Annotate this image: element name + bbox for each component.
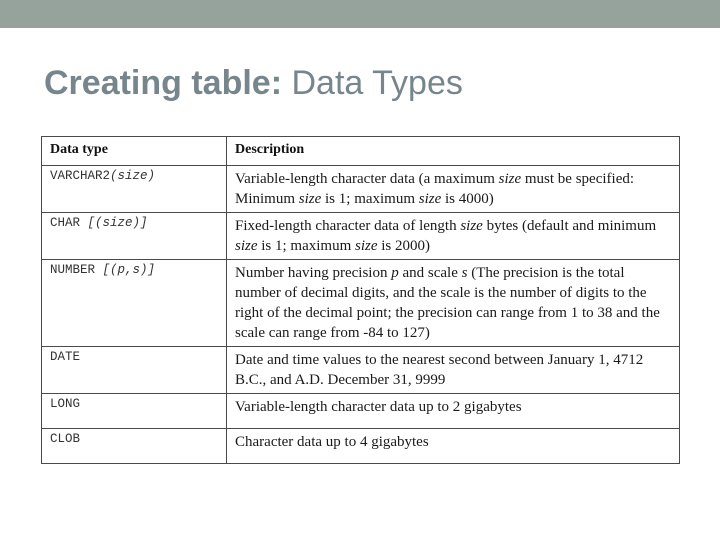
- data-type-cell: [42, 260, 227, 347]
- description-cell: Variable-length character data up to 2 gigabytes: [227, 394, 680, 429]
- slide-title-bold: Creating table:: [44, 64, 283, 102]
- desc-emphasis: size: [355, 238, 378, 254]
- desc-text: Variable-length character data (a maximum: [235, 171, 499, 187]
- desc-emphasis: size: [460, 218, 483, 234]
- desc-emphasis: p: [391, 265, 399, 281]
- data-type-cell: LONG: [42, 394, 227, 429]
- type-name: VARCHAR2: [50, 169, 111, 183]
- type-name: CHAR: [50, 216, 81, 230]
- header-accent-bar: [0, 0, 720, 28]
- data-types-table: [41, 136, 680, 464]
- description-cell: Character data up to 4 gigabytes: [227, 429, 680, 464]
- description-cell: Date and time values to the nearest second between January 1, 4712 B.C., and A.D. December 31, 9999: [227, 347, 680, 394]
- table-header-row: [42, 137, 680, 166]
- type-args: (size): [110, 169, 156, 183]
- type-args: [(size)]: [87, 216, 148, 230]
- header-description: Description: [227, 137, 680, 166]
- desc-emphasis: size: [418, 191, 442, 207]
- desc-text: is 4000): [441, 191, 494, 207]
- data-type-cell: DATE: [42, 347, 227, 394]
- desc-emphasis: s: [461, 265, 468, 281]
- type-name: NUMBER: [50, 263, 96, 277]
- table-row: [42, 429, 680, 464]
- data-types-table-container: [41, 136, 679, 464]
- desc-text: is 1; maximum: [257, 238, 355, 254]
- description-cell: [227, 166, 680, 213]
- desc-text: Number having precision: [235, 265, 392, 281]
- slide-title: [44, 62, 463, 104]
- data-type-cell: [42, 213, 227, 260]
- desc-text: bytes (default and minimum: [482, 218, 657, 234]
- header-data-type: Data type: [42, 137, 227, 166]
- desc-text: (The precision is the total number of decimal digits, and the scale is the number of digits to the right of the decimal point; the precision can range from 1 to 38 and the scale can range from -84 to 127): [235, 265, 660, 341]
- table-row: [42, 166, 680, 213]
- table-row: [42, 394, 680, 429]
- description-cell: [227, 213, 680, 260]
- table-row: [42, 347, 680, 394]
- desc-text: is 2000): [377, 238, 430, 254]
- slide-title-rest: Data Types: [291, 64, 463, 102]
- desc-emphasis: size: [235, 238, 258, 254]
- desc-emphasis: size: [498, 171, 522, 187]
- desc-text: and scale: [398, 265, 462, 281]
- description-cell: [227, 260, 680, 347]
- desc-emphasis: size: [298, 191, 322, 207]
- table-row: [42, 260, 680, 347]
- desc-text: Fixed-length character data of length: [235, 218, 461, 234]
- data-type-cell: [42, 166, 227, 213]
- desc-text: is 1; maximum: [321, 191, 419, 207]
- desc-text: must be specified: Minimum: [235, 171, 635, 207]
- data-type-cell: CLOB: [42, 429, 227, 464]
- type-args: [(p,s)]: [102, 263, 156, 277]
- table-row: [42, 213, 680, 260]
